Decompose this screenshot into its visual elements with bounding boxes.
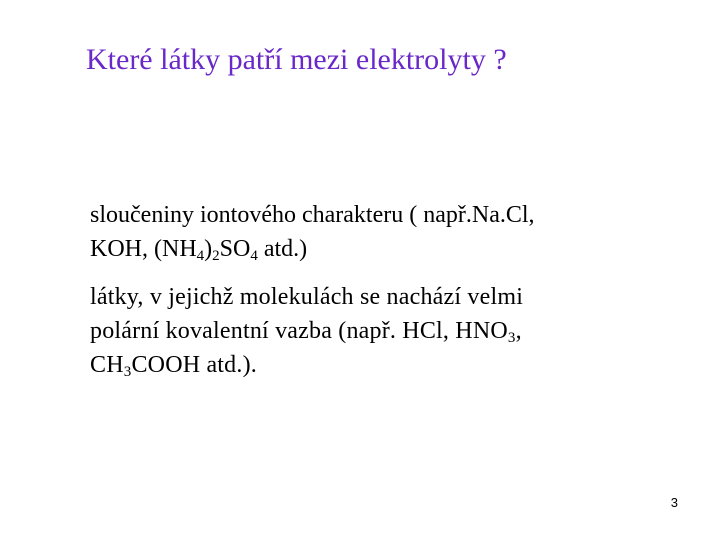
text-segment: SO [219,236,251,262]
text-segment: KOH, (NH [90,236,197,262]
subscript: 3 [123,364,132,380]
text-segment: CH [90,352,124,378]
text-segment: atd.) [257,236,308,262]
slide-body [90,198,650,396]
paragraph-line [90,348,650,382]
text-segment: ) [204,236,213,262]
text-segment: , [515,318,522,344]
paragraph-line [90,280,650,314]
text-segment: látky, v jejichž molekulách se nachází velmi [90,284,524,310]
subscript: 3 [507,330,516,346]
text-segment: sloučeniny iontového charakteru ( např.Na.Cl, [90,202,535,228]
page-number: 3 [670,495,678,510]
paragraph-ionic-compounds [90,198,650,266]
paragraph-polar-covalent [90,280,650,382]
subscript: 4 [196,248,205,264]
subscript: 2 [212,248,220,264]
paragraph-line [90,232,650,266]
paragraph-line [90,198,650,232]
slide-title: Které látky patří mezi elektrolyty ? [86,43,507,76]
paragraph-line [90,314,650,348]
text-segment: COOH atd.). [131,352,257,378]
subscript: 4 [250,248,258,264]
text-segment: polární kovalentní vazba (např. HCl, HNO [90,318,508,344]
